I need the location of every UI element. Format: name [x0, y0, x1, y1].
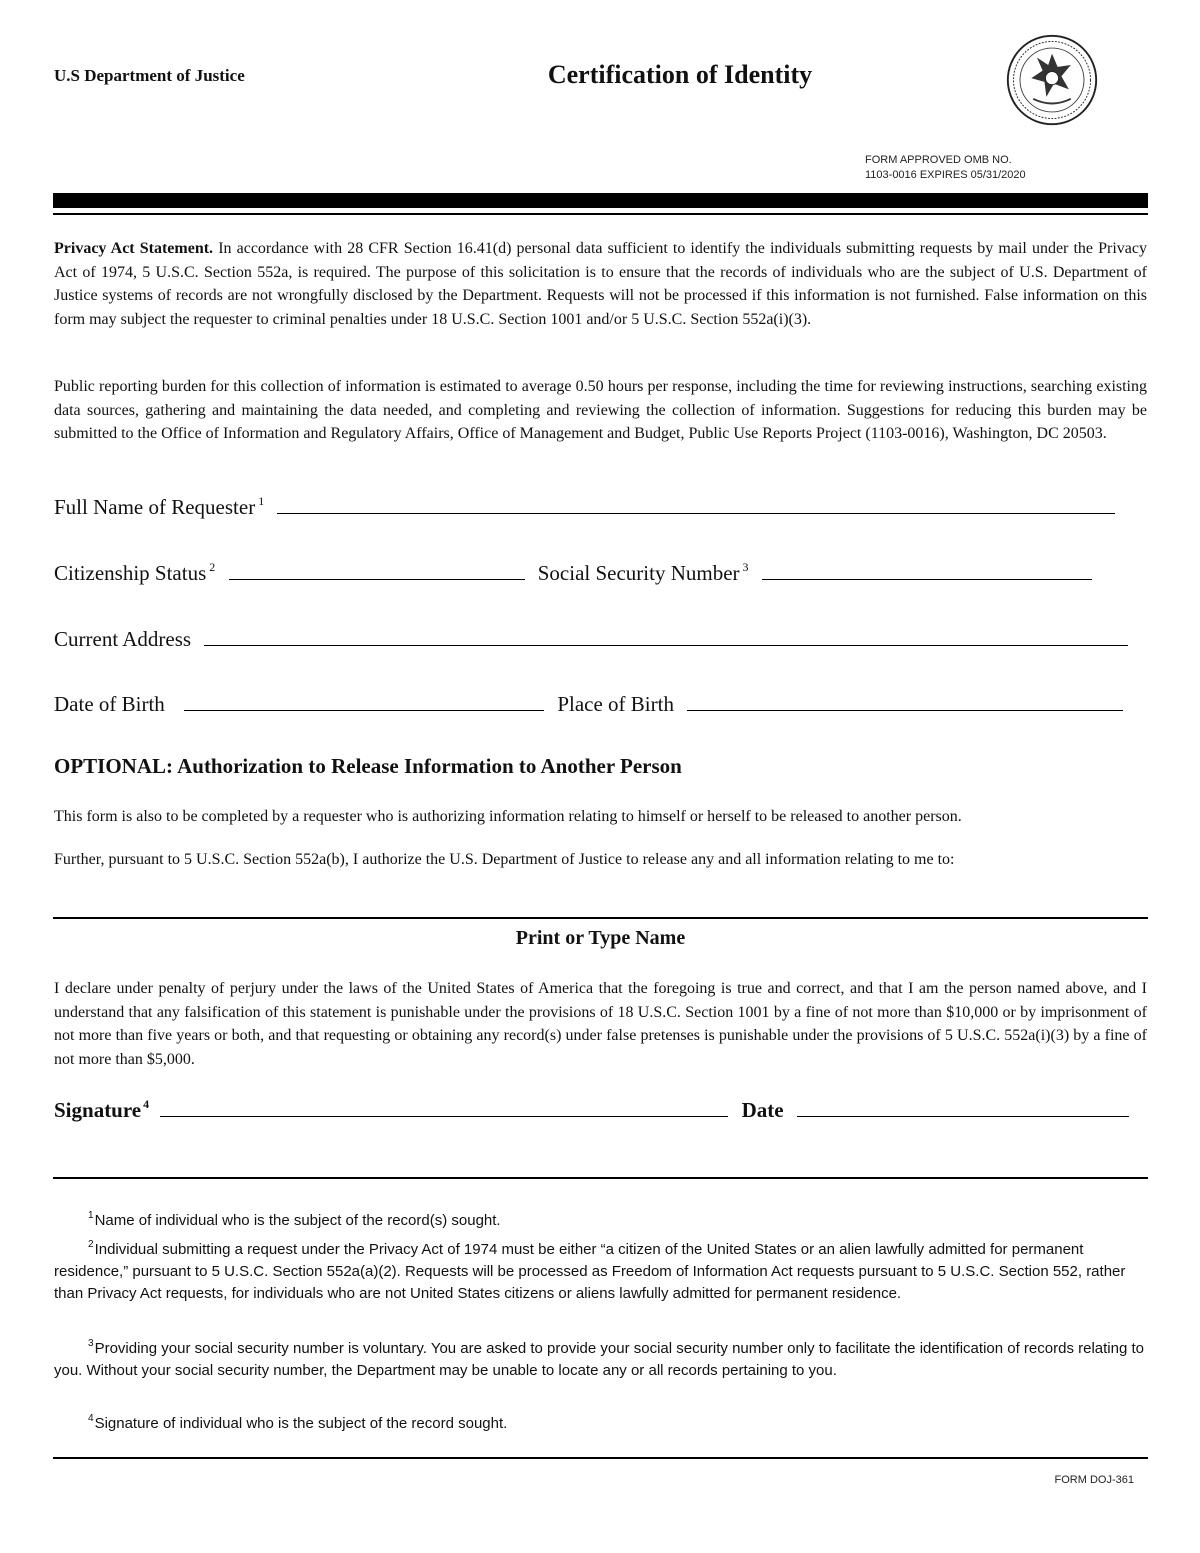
date-label: Date	[741, 1098, 784, 1122]
birth-row	[54, 690, 1123, 722]
optional-heading: OPTIONAL: Authorization to Release Information to Another Person	[54, 754, 682, 778]
burden-statement: Public reporting burden for this collection of information is estimated to average 0.50 hours per response, including the time for reviewing instructions, searching existing data sources, gathering and maintaining the data needed, and completing and reviewing the collection of information. Suggestions for reducing this burden may be submitted to the Office of Information and Regulatory Affairs, Office of Management and Budget, Public Use Reports Project (1103-0016), Washington, DC 20503.	[54, 378, 1147, 442]
print-name-line	[53, 917, 1148, 919]
print-name-field[interactable]	[53, 893, 1148, 915]
pob-label: Place of Birth	[557, 692, 674, 716]
form-number: FORM DOJ-361	[1054, 1474, 1134, 1486]
full-name-row	[54, 493, 1115, 525]
footnote-1-text: Name of individual who is the subject of the record(s) sought.	[94, 1212, 501, 1229]
footnote-ref-2: 2	[209, 560, 216, 574]
footnote-4-text: Signature of individual who is the subject of the record sought.	[94, 1415, 508, 1432]
signature-field[interactable]	[160, 1096, 728, 1117]
privacy-act-statement	[54, 237, 1147, 331]
ssn-label: Social Security Number	[537, 561, 740, 585]
bottom-divider	[53, 1457, 1148, 1459]
optional-line-2: Further, pursuant to 5 U.S.C. Section 552a(b), I authorize the U.S. Department of Justice to release any and all information relating to me to:	[54, 851, 955, 868]
footnote-ref-3: 3	[742, 560, 749, 574]
footnote-3-number: 3	[88, 1338, 94, 1349]
pob-field[interactable]	[687, 690, 1123, 711]
signature-row	[54, 1096, 1129, 1123]
privacy-act-text: In accordance with 28 CFR Section 16.41(d) personal data sufficient to identify the individuals submitting requests by mail under the Privacy Act of 1974, 5 U.S.C. Section 552a, is required. The purpose of this solicitation is to ensure that the records of individuals who are the subject of U.S. Department of Justice systems of records are not wrongfully disclosed by the Department. Requests will not be processed if this information is not furnished. False information on this form may subject the requester to criminal penalties under 18 U.S.C. Section 1001 and/or 5 U.S.C. Section 552a(i)(3).	[54, 240, 1148, 328]
privacy-act-label: Privacy Act Statement.	[54, 240, 214, 257]
dob-field[interactable]	[184, 690, 544, 711]
footnote-ref-4: 4	[143, 1097, 150, 1111]
footnote-2-text: Individual submitting a request under the Privacy Act of 1974 must be either “a citizen of the United States or an alien lawfully admitted for permanent residence,” pursuant to 5 U.S.C. Section 552a(a)(2). Requests will be processed as Freedom of Information Act requests pursuant to 5 U.S.C. Section 552, rather than Privacy Act requests, for individuals who are not United States citizens or aliens lawfully admitted for permanent residence.	[54, 1241, 1126, 1302]
signature-label: Signature	[54, 1098, 142, 1122]
address-label: Current Address	[54, 627, 192, 651]
full-name-label: Full Name of Requester	[54, 495, 256, 519]
citizenship-field[interactable]	[229, 559, 525, 580]
form-title: Certification of Identity	[547, 60, 813, 89]
omb-approval-line2: 1103-0016 EXPIRES 05/31/2020	[865, 169, 1026, 181]
footnote-1-number: 1	[88, 1210, 94, 1221]
header-thin-divider	[53, 213, 1148, 215]
header-thick-divider	[53, 193, 1148, 208]
ssn-field[interactable]	[762, 559, 1092, 580]
address-row	[54, 625, 1128, 657]
footnote-2-number: 2	[88, 1239, 94, 1250]
omb-approval	[865, 153, 1026, 183]
date-field[interactable]	[797, 1096, 1129, 1117]
footnote-1	[54, 1205, 1147, 1232]
department-name: U.S Department of Justice	[54, 66, 245, 85]
footnote-2	[54, 1234, 1147, 1305]
citizenship-label: Citizenship Status	[54, 561, 207, 585]
print-name-label: Print or Type Name	[515, 927, 686, 949]
footnote-3-text: Providing your social security number is voluntary. You are asked to provide your social security number only to facilitate the identification of records relating to you. Without your social security number, the Department may be unable to locate any or all records pertaining to you.	[54, 1340, 1144, 1379]
perjury-declaration: I declare under penalty of perjury under the laws of the United States of America that the foregoing is true and correct, and that I am the person named above, and I understand that any falsification of this statement is punishable under the provisions of 18 U.S.C. Section 1001 by a fine of not more than $10,000 or by imprisonment of not more than five years or both, and that requesting or obtaining any record(s) under false pretenses is punishable under the provisions of 5 U.S.C. 552a(i)(3) by a fine of not more than $5,000.	[54, 980, 1147, 1068]
dob-label: Date of Birth	[54, 692, 165, 716]
footnote-4-number: 4	[88, 1413, 94, 1424]
full-name-field[interactable]	[277, 493, 1115, 514]
doj-seal-icon	[1005, 33, 1099, 127]
footnote-4	[54, 1408, 1147, 1435]
footnote-ref-1: 1	[258, 494, 265, 508]
citizenship-ssn-row	[54, 559, 1092, 591]
address-field[interactable]	[204, 625, 1128, 646]
footnote-3	[54, 1333, 1147, 1382]
footnotes-divider	[53, 1177, 1148, 1179]
optional-line-1: This form is also to be completed by a requester who is authorizing information relating to himself or herself to be released to another person.	[54, 808, 962, 825]
omb-approval-line1: FORM APPROVED OMB NO.	[865, 154, 1012, 166]
